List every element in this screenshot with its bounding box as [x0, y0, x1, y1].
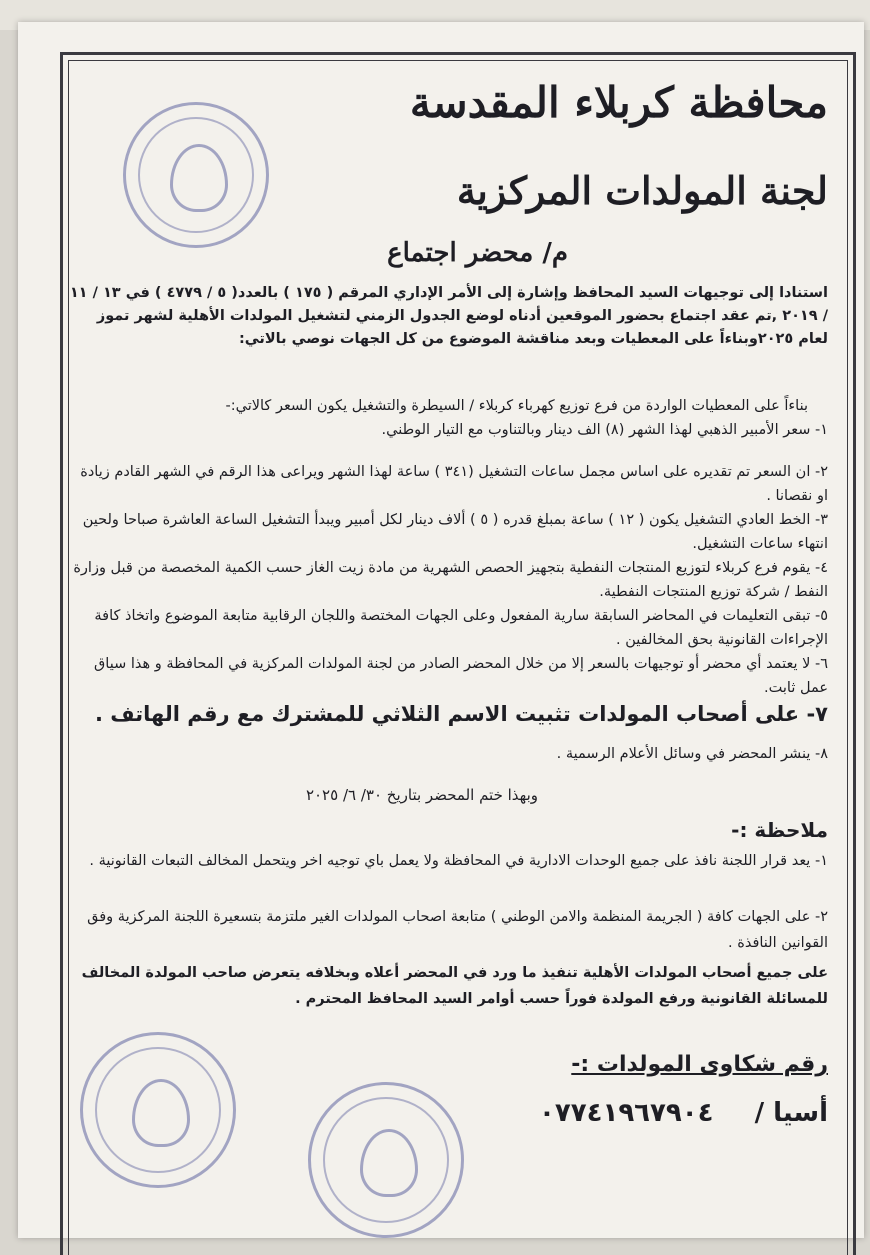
- list-item: ٦- لا يعتمد أي محضر أو توجيهات بالسعر إلا من خلال المحضر الصادر من لجنة المولدات المركزية في المحافظة و هذا سياق عمل ثابت.: [94, 656, 828, 696]
- note-item: ٢- على الجهات كافة ( الجريمة المنظمة والامن الوطني ) متابعة اصحاب المولدات الغير ملتزمة بتسعيرة اللجنة المركزية وفق القوانين النافذة .: [87, 909, 828, 951]
- list-item: ٣- الخط العادي التشغيل يكون ( ١٢ ) ساعة بمبلغ قدره ( ٥ ) ألاف دينار لكل أمبير ويبدأ التشغيل الساعة العاشرة صباحا ولحين انتهاء ساعات التشغيل.: [82, 512, 828, 552]
- list-item: ٢- ان السعر تم تقديره على اساس مجمل ساعات التشغيل (٣٤١ ) ساعة لهذا الشهر ويراعى هذا الرقم في الشهر القادم زيادة او نقصانا .: [80, 464, 828, 504]
- document-content: [68, 58, 838, 1248]
- intro-paragraph: استنادا إلى توجيهات السيد المحافظ وإشارة إلى الأمر الإداري المرقم ( ١٧٥ ) بالعدد( ٥ / ٤٧٧٩ ) في ١٣ / ١١ / ٢٠١٩ ,تم عقد اجتماع بحضور الموقعين أدناه لوضع الجدول الزمني لتشغيل المولدات الأهلية لشهر تموز لعام ٢٠٢٥وبناءاً على المعطيات وبعد مناقشة الموضوع من كل الجهات نوصي بالاتي:: [69, 285, 828, 347]
- committee-title: لجنة المولدات المركزية: [456, 168, 828, 213]
- document-heading: م/ محضر اجتماع: [387, 238, 568, 268]
- list-item: ٨- ينشر المحضر في وسائل الأعلام الرسمية .: [556, 746, 828, 762]
- list-item: ٤- يقوم فرع كربلاء لتوزيع المنتجات النفطية بتجهيز الحصص الشهرية من مادة زيت الغاز حسب الكمية المخصصة من قبل وزارة النفط / شركة توزيع المنتجات النفطية.: [73, 560, 828, 600]
- list-item: ٥- تبقى التعليمات في المحاضر السابقة سارية المفعول وعلى الجهات المختصة واللجان الرقابية متابعة الموضوع واتخاذ كافة الإجراءات القانونية بحق المخالفين .: [94, 608, 828, 648]
- governorate-title: محافظة كربلاء المقدسة: [409, 78, 828, 127]
- list-item-emphasized: ٧- على أصحاب المولدات تثبيت الاسم الثلاثي للمشترك مع رقم الهاتف .: [94, 702, 828, 726]
- hotline-number: ٠٧٧٤١٩٦٧٩٠٤: [538, 1098, 714, 1128]
- hotline-title: رقم شكاوى المولدات :-: [571, 1052, 828, 1077]
- list-item: ١- سعر الأمبير الذهبي لهذا الشهر (٨) الف دينار وبالتناوب مع التيار الوطني.: [381, 422, 828, 438]
- hotline-name: أسيا /: [754, 1098, 828, 1128]
- note-item: ١- يعد قرار اللجنة نافذ على جميع الوحدات الادارية في المحافظة ولا يعمل باي توجيه اخر ويتحمل المخالف التبعات القانونية .: [89, 853, 828, 869]
- lead-paragraph: بناءاً على المعطيات الواردة من فرع توزيع كهرباء كربلاء / السيطرة والتشغيل يكون السعر كالاتي:-: [225, 398, 808, 414]
- document-page: [18, 22, 864, 1238]
- warning-paragraph: على جميع أصحاب المولدات الأهلية تنفيذ ما ورد في المحضر أعلاه وبخلافه يتعرض صاحب المولدة المخالف للمسائلة القانونية ورفع المولدة فوراً حسب أوامر السيد المحافظ المحترم .: [81, 965, 828, 1007]
- closing-date-line: وبهذا ختم المحضر بتاريخ ٣٠/ ٦/ ٢٠٢٥: [305, 786, 538, 804]
- hotline-contact: [509, 1098, 828, 1128]
- notes-heading: ملاحظة :-: [731, 818, 828, 842]
